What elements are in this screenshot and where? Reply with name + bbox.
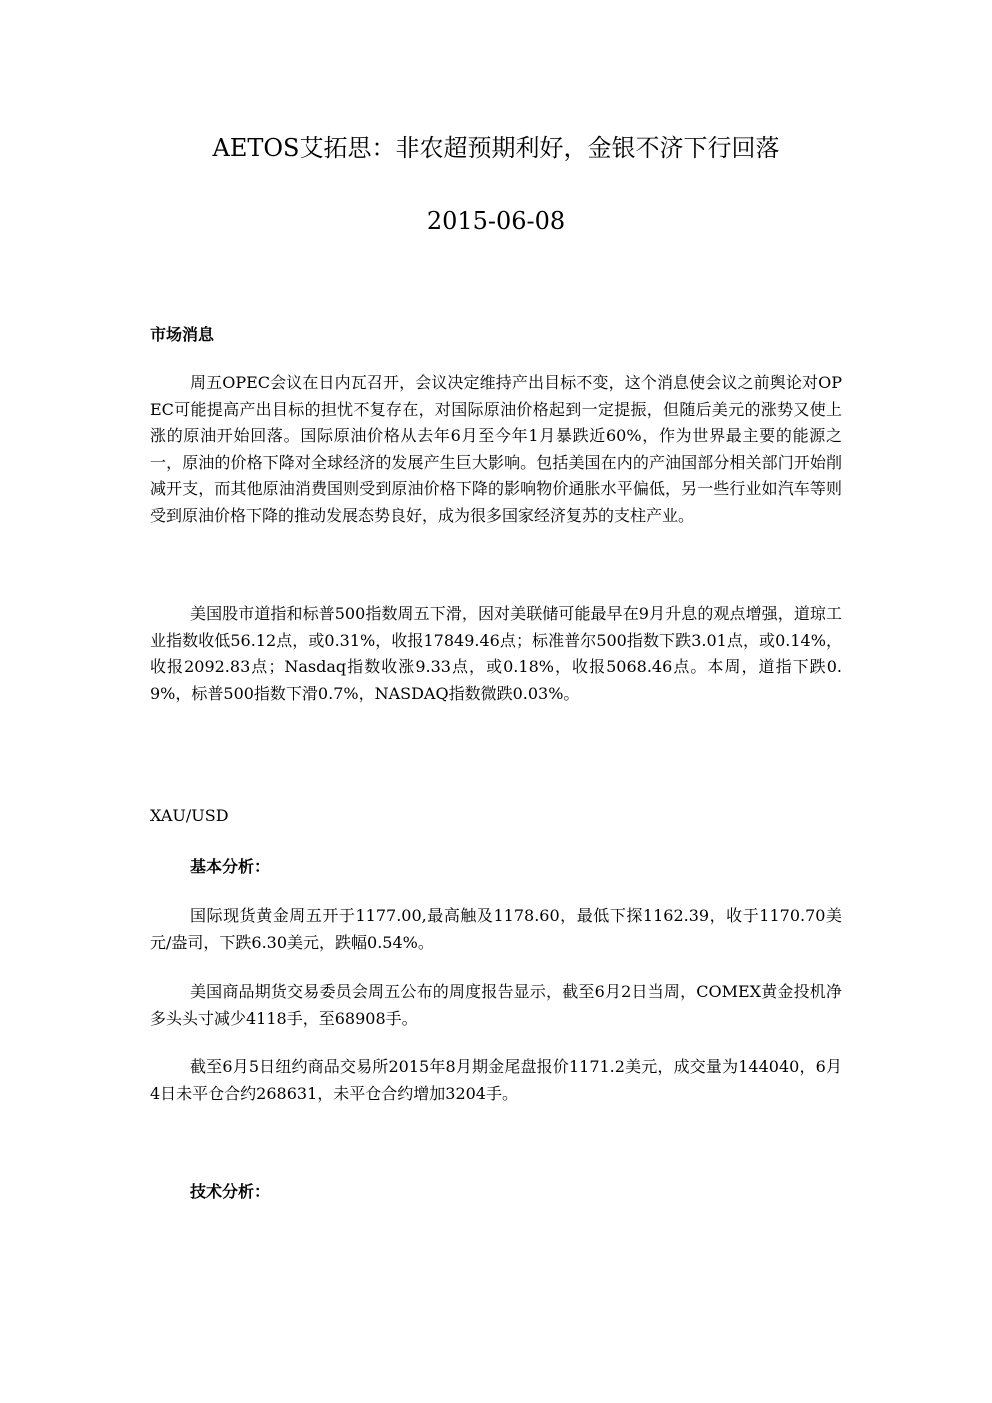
market-news-paragraph-2: 美国股市道指和标普500指数周五下滑，因对美联储可能最早在9月升息的观点增强，道琼工业指数收低56.12点，或0.31%，收报17849.46点；标准普尔500指数下跌3.01点，或0.14%，收报2092.83点；Nasdaq指数收涨9.33点，或0.18%，收报5068.46点。本周，道指下跌0.9%，标普500指数下滑0.7%，NASDAQ指数微跌0.03%。 — [150, 604, 842, 703]
xau-usd-heading: XAU/USD — [150, 806, 229, 825]
fundamental-analysis-heading: 基本分析： — [190, 857, 271, 876]
fundamental-paragraph-3: 截至6月5日纽约商品交易所2015年8月期金尾盘报价1171.2美元，成交量为144040，6月4日未平仓合约268631，未平仓合约增加3204手。 — [150, 1057, 842, 1103]
document-title: AETOS艾拓思：非农超预期利好，金银不济下行回落 — [212, 134, 780, 162]
document-date: 2015-06-08 — [426, 207, 566, 235]
market-news-paragraph-1: 周五OPEC会议在日内瓦召开，会议决定维持产出目标不变，这个消息使会议之前舆论对OPEC可能提高产出目标的担忧不复存在，对国际原油价格起到一定提振，但随后美元的涨势又使上涨的原油开始回落。国际原油价格从去年6月至今年1月暴跌近60%，作为世界最主要的能源之一，原油的价格下降对全球经济的发展产生巨大影响。包括美国在内的产油国部分相关部门开始削减开支，而其他原油消费国则受到原油价格下降的影响物价通胀水平偏低，另一些行业如汽车等则受到原油价格下降的推动发展态势良好，成为很多国家经济复苏的支柱产业。 — [150, 373, 842, 525]
technical-analysis-heading: 技术分析： — [190, 1182, 271, 1201]
fundamental-paragraph-2: 美国商品期货交易委员会周五公布的周度报告显示，截至6月2日当周，COMEX黄金投机净多头头寸减少4118手，至68908手。 — [150, 982, 842, 1028]
market-news-heading: 市场消息 — [150, 325, 215, 344]
fundamental-paragraph-1: 国际现货黄金周五开于1177.00,最高触及1178.60，最低下探1162.39，收于1170.70美元/盎司，下跌6.30美元，跌幅0.54%。 — [150, 906, 842, 952]
